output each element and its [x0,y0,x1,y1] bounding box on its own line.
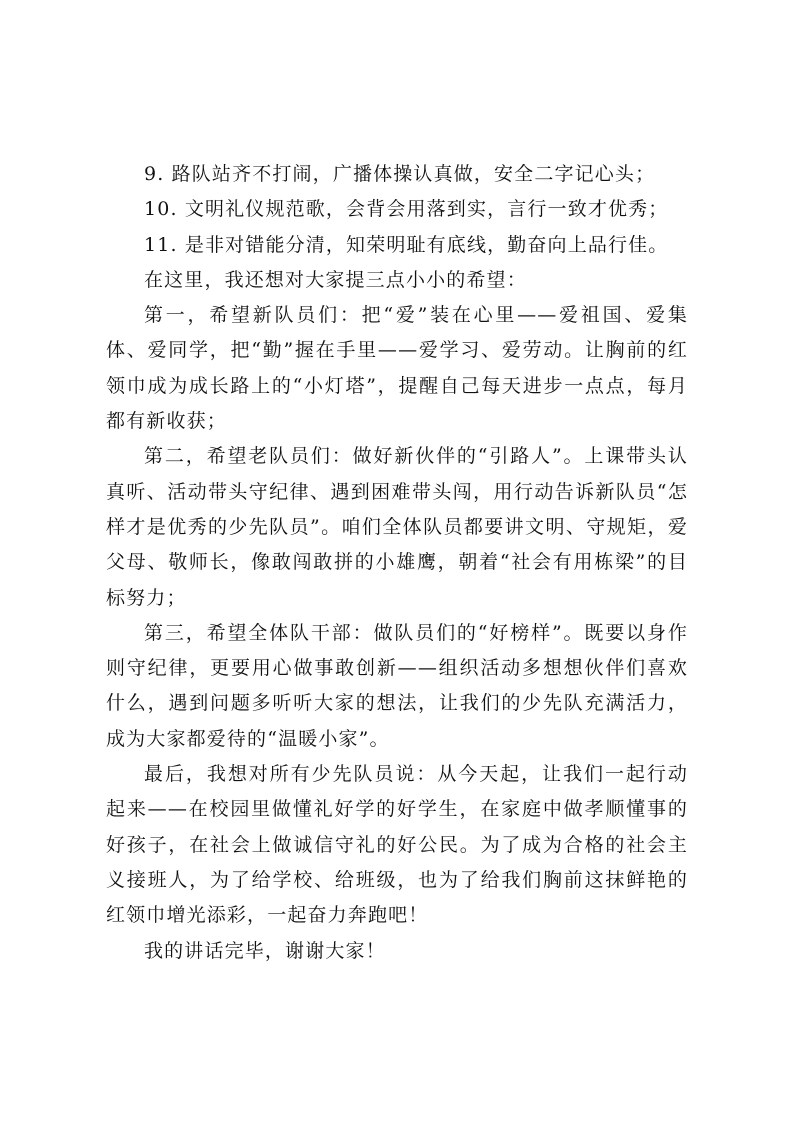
paragraph-closing: 最后，我想对所有少先队员说：从今天起，让我们一起行动起来——在校园里做懂礼好学的好学生，在家庭中做孝顺懂事的好孩子，在社会上做诚信守礼的好公民。为了成为合格的社会主义接班人，为了给学校、给班级，也为了给我们胸前这抹鲜艳的红领巾增光添彩，一起奋力奔跑吧！ [106,763,688,927]
paragraph-rule-9: 9. 路队站齐不打闹，广播体操认真做，安全二字记心头； [144,163,656,185]
paragraph-hope-first: 第一，希望新队员们：把“爱”装在心里——爱祖国、爱集体、爱同学，把“勤”握在手里——爱学习、爱劳动。让胸前的红领巾成为成长路上的“小灯塔”，提醒自己每天进步一点点，每月都有新收获； [106,304,688,433]
paragraph-intro-hopes: 在这里，我还想对大家提三点小小的希望： [144,268,527,291]
paragraph-hope-third: 第三，希望全体队干部：做队员们的“好榜样”。既要以身作则守纪律，更要用心做事敢创新——组织活动多想想伙伴们喜欢什么，遇到问题多听听大家的想法，让我们的少先队充满活力，成为大家都爱待的“温暖小家”。 [106,621,688,750]
paragraph-hope-second: 第二，希望老队员们：做好新伙伴的“引路人”。上课带头认真听、活动带头守纪律、遇到困难带头闯，用行动告诉新队员“怎样才是优秀的少先队员”。咱们全体队员都要讲文明、守规矩，爱父母、敬师长，像敢闯敢拼的小雄鹰，朝着“社会有用栋梁”的目标努力； [106,445,688,609]
document-body [106,157,688,969]
paragraph-rule-10: 10. 文明礼仪规范歌，会背会用落到实，言行一致才优秀； [144,198,669,221]
paragraph-thanks: 我的讲话完毕，谢谢大家！ [144,939,386,962]
paragraph-rule-11: 11. 是非对错能分清，知荣明耻有底线，勤奋向上品行佳。 [144,233,669,256]
